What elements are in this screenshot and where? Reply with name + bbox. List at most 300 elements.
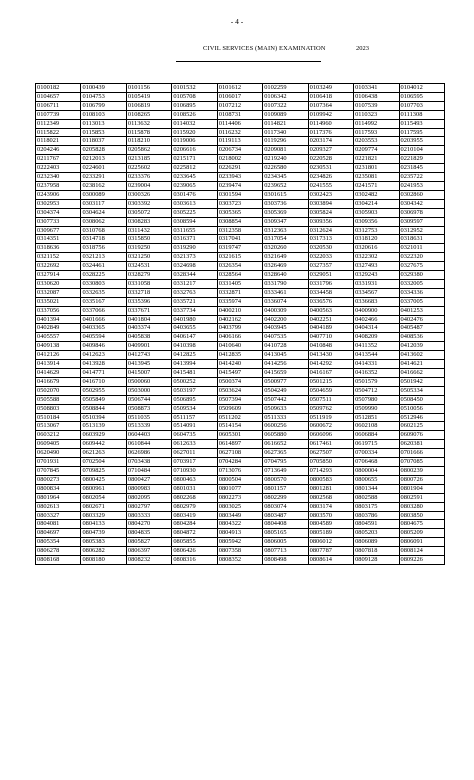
- roll-number-cell: 0501215: [308, 377, 353, 386]
- roll-number-cell: 0620381: [399, 440, 445, 449]
- table-row: [36, 146, 445, 155]
- roll-number-cell: 0327357: [308, 262, 353, 271]
- roll-number-cell: 0102259: [263, 84, 308, 93]
- roll-number-cell: 0318756: [81, 244, 126, 253]
- roll-number-cell: 0115853: [81, 128, 126, 137]
- roll-number-cell: 0117593: [354, 128, 399, 137]
- roll-number-cell: 0806426: [172, 547, 217, 556]
- roll-number-cell: 0106438: [354, 92, 399, 101]
- roll-number-cell: 0333461: [263, 288, 308, 297]
- roll-number-cell: 0415659: [263, 369, 308, 378]
- table-row: [36, 538, 445, 547]
- roll-number-cell: 0806005: [263, 538, 308, 547]
- roll-number-cell: 0109089: [263, 110, 308, 119]
- roll-number-cell: 0800570: [263, 475, 308, 484]
- roll-number-cell: 0809226: [399, 556, 445, 565]
- table-row: [36, 404, 445, 413]
- roll-number-cell: 0119113: [217, 137, 262, 146]
- roll-number-cell: 0502070: [36, 386, 81, 395]
- roll-number-cell: 0800583: [308, 475, 353, 484]
- roll-number-cell: 0710484: [126, 466, 171, 475]
- roll-number-cell: 0322692: [36, 262, 81, 271]
- roll-number-cell: 0706468: [354, 458, 399, 467]
- roll-number-cell: 0206734: [217, 146, 262, 155]
- table-row: [36, 101, 445, 110]
- roll-number-cell: 0402251: [308, 315, 353, 324]
- roll-number-cell: 0324531: [126, 262, 171, 271]
- roll-number-cell: 0320260: [263, 244, 308, 253]
- table-row: [36, 128, 445, 137]
- table-row: [36, 271, 445, 280]
- roll-number-cell: 0213185: [126, 155, 171, 164]
- roll-number-cell: 0320616: [354, 244, 399, 253]
- roll-number-cell: 0318120: [354, 235, 399, 244]
- table-row: [36, 342, 445, 351]
- roll-number-cell: 0409901: [126, 342, 171, 351]
- roll-number-cell: 0405838: [126, 333, 171, 342]
- roll-number-cell: 0805827: [126, 538, 171, 547]
- roll-number-cell: 0103341: [354, 84, 399, 93]
- roll-number-cell: 0803074: [263, 502, 308, 511]
- roll-number-cell: 0409846: [81, 342, 126, 351]
- roll-number-cell: 0319290: [172, 244, 217, 253]
- roll-number-cell: 0507394: [217, 395, 262, 404]
- roll-number-cell: 0416167: [308, 369, 353, 378]
- roll-number-cell: 0603929: [81, 431, 126, 440]
- roll-number-cell: 0702504: [81, 458, 126, 467]
- roll-number-cell: 0510184: [36, 413, 81, 422]
- roll-number-cell: 0605880: [263, 431, 308, 440]
- roll-number-cell: 0402162: [217, 315, 262, 324]
- table-row: [36, 520, 445, 529]
- roll-number-cell: 0322302: [354, 253, 399, 262]
- roll-number-cell: 0416662: [399, 369, 445, 378]
- table-row: [36, 119, 445, 128]
- roll-number-cell: 0609405: [36, 440, 81, 449]
- roll-number-cell: 0106595: [399, 92, 445, 101]
- roll-number-cell: 0413045: [263, 351, 308, 360]
- roll-number-cell: 0309677: [36, 226, 81, 235]
- table-row: [36, 84, 445, 93]
- roll-number-cell: 0403374: [126, 324, 171, 333]
- roll-number-cell: 0504712: [354, 386, 399, 395]
- roll-number-cell: 0414256: [263, 360, 308, 369]
- roll-number-cell: 0401394: [36, 315, 81, 324]
- roll-number-cell: 0805855: [172, 538, 217, 547]
- roll-number-cell: 0414331: [354, 360, 399, 369]
- roll-number-cell: 0337005: [399, 297, 445, 306]
- roll-number-cell: 0308283: [126, 217, 171, 226]
- roll-number-cell: 0801157: [263, 484, 308, 493]
- roll-number-cell: 0803025: [217, 502, 262, 511]
- roll-number-cell: 0400210: [217, 306, 262, 315]
- roll-number-cell: 0226291: [217, 164, 262, 173]
- roll-number-cell: 0509762: [308, 404, 353, 413]
- roll-number-cell: 0241555: [308, 181, 353, 190]
- roll-number-cell: 0303392: [126, 199, 171, 208]
- roll-number-cell: 0804591: [354, 520, 399, 529]
- roll-number-cell: 0808316: [172, 556, 217, 565]
- table-row: [36, 351, 445, 360]
- roll-number-cell: 0203955: [399, 137, 445, 146]
- roll-number-cell: 0235081: [354, 173, 399, 182]
- roll-number-cell: 0112349: [36, 119, 81, 128]
- roll-number-cell: 0413928: [81, 360, 126, 369]
- roll-number-cell: 0321011: [399, 244, 445, 253]
- roll-number-cell: 0303736: [263, 199, 308, 208]
- roll-number-cell: 0226580: [263, 164, 308, 173]
- roll-number-cell: 0317041: [217, 235, 262, 244]
- roll-number-cell: 0405557: [36, 333, 81, 342]
- roll-number-cell: 0329380: [399, 271, 445, 280]
- roll-number-cell: 0806012: [308, 538, 353, 547]
- roll-number-cell: 0107539: [354, 101, 399, 110]
- roll-number-cell: 0203553: [354, 137, 399, 146]
- roll-number-cell: 0239652: [263, 181, 308, 190]
- roll-number-cell: 0329243: [354, 271, 399, 280]
- roll-number-cell: 0805165: [263, 529, 308, 538]
- roll-number-cell: 0317054: [263, 235, 308, 244]
- roll-number-cell: 0117376: [308, 128, 353, 137]
- roll-number-cell: 0105708: [172, 92, 217, 101]
- table-row: [36, 137, 445, 146]
- roll-number-cell: 0337671: [126, 306, 171, 315]
- roll-number-cell: 0807787: [308, 547, 353, 556]
- roll-number-table-body: [36, 84, 445, 565]
- roll-number-cell: 0804322: [217, 520, 262, 529]
- roll-number-cell: 0114960: [308, 119, 353, 128]
- roll-number-cell: 0805942: [217, 538, 262, 547]
- roll-number-cell: 0221821: [354, 155, 399, 164]
- roll-number-cell: 0204246: [36, 146, 81, 155]
- roll-number-cell: 0115920: [172, 128, 217, 137]
- roll-number-cell: 0113013: [81, 119, 126, 128]
- table-row: [36, 431, 445, 440]
- roll-number-cell: 0303613: [172, 199, 217, 208]
- roll-number-cell: 0513067: [36, 422, 81, 431]
- roll-number-cell: 0411352: [354, 342, 399, 351]
- roll-number-cell: 0610844: [126, 440, 171, 449]
- roll-number-cell: 0609442: [81, 440, 126, 449]
- roll-number-cell: 0805203: [354, 529, 399, 538]
- roll-number-cell: 0119006: [172, 137, 217, 146]
- roll-number-cell: 0513339: [126, 422, 171, 431]
- roll-number-cell: 0114992: [354, 119, 399, 128]
- roll-number-cell: 0802797: [126, 502, 171, 511]
- table-row: [36, 244, 445, 253]
- roll-number-cell: 0800655: [354, 475, 399, 484]
- roll-number-cell: 0337066: [81, 306, 126, 315]
- roll-number-cell: 0413914: [36, 360, 81, 369]
- roll-number-cell: 0804697: [36, 529, 81, 538]
- roll-number-cell: 0327493: [354, 262, 399, 271]
- roll-number-cell: 0301594: [217, 190, 262, 199]
- roll-number-cell: 0600672: [308, 422, 353, 431]
- table-row: [36, 360, 445, 369]
- roll-number-cell: 0239474: [217, 181, 262, 190]
- roll-number-cell: 0619715: [354, 440, 399, 449]
- roll-number-cell: 0801344: [354, 484, 399, 493]
- roll-number-cell: 0617461: [308, 440, 353, 449]
- roll-number-cell: 0501579: [354, 377, 399, 386]
- roll-number-cell: 0118021: [36, 137, 81, 146]
- roll-number-cell: 0802613: [36, 502, 81, 511]
- roll-number-cell: 0106017: [217, 92, 262, 101]
- roll-number-cell: 0401253: [399, 306, 445, 315]
- roll-number-cell: 0302482: [354, 190, 399, 199]
- roll-number-cell: 0108526: [172, 110, 217, 119]
- table-row: [36, 493, 445, 502]
- roll-number-cell: 0701666: [399, 449, 445, 458]
- roll-number-cell: 0233943: [217, 173, 262, 182]
- table-row: [36, 92, 445, 101]
- roll-number-cell: 0804739: [81, 529, 126, 538]
- roll-number-cell: 0322320: [399, 253, 445, 262]
- roll-number-cell: 0321213: [81, 253, 126, 262]
- roll-number-cell: 0106342: [263, 92, 308, 101]
- roll-number-cell: 0416352: [354, 369, 399, 378]
- roll-number-cell: 0412126: [36, 351, 81, 360]
- roll-number-cell: 0337734: [172, 306, 217, 315]
- roll-number-cell: 0807713: [263, 547, 308, 556]
- roll-number-cell: 0803174: [308, 502, 353, 511]
- roll-number-cell: 0311655: [172, 226, 217, 235]
- roll-number-cell: 0602108: [354, 422, 399, 431]
- roll-number-cell: 0334567: [354, 288, 399, 297]
- roll-number-cell: 0329051: [308, 271, 353, 280]
- roll-number-cell: 0626986: [126, 449, 171, 458]
- table-row: [36, 253, 445, 262]
- roll-number-cell: 0108103: [81, 110, 126, 119]
- roll-number-cell: 0212013: [81, 155, 126, 164]
- table-row: [36, 377, 445, 386]
- table-row: [36, 235, 445, 244]
- roll-number-cell: 0327675: [399, 262, 445, 271]
- roll-number-cell: 0332087: [36, 288, 81, 297]
- roll-number-cell: 0803850: [399, 511, 445, 520]
- roll-number-cell: 0119296: [263, 137, 308, 146]
- roll-number-cell: 0414621: [399, 360, 445, 369]
- roll-number-cell: 0334458: [308, 288, 353, 297]
- roll-number-cell: 0409138: [36, 342, 81, 351]
- roll-number-cell: 0802591: [399, 493, 445, 502]
- roll-number-cell: 0318631: [399, 235, 445, 244]
- roll-number-cell: 0224601: [81, 164, 126, 173]
- roll-number-cell: 0115822: [36, 128, 81, 137]
- roll-number-cell: 0805209: [399, 529, 445, 538]
- roll-number-cell: 0404314: [354, 324, 399, 333]
- roll-number-cell: 0621263: [81, 449, 126, 458]
- roll-number-cell: 0505334: [399, 386, 445, 395]
- roll-number-cell: 0301615: [263, 190, 308, 199]
- roll-number-cell: 0500252: [172, 377, 217, 386]
- table-row: [36, 288, 445, 297]
- roll-number-cell: 0402200: [263, 315, 308, 324]
- roll-number-cell: 0627011: [172, 449, 217, 458]
- roll-number-cell: 0326469: [263, 262, 308, 271]
- roll-number-cell: 0309597: [399, 217, 445, 226]
- roll-number-cell: 0321649: [263, 253, 308, 262]
- roll-number-cell: 0415481: [172, 369, 217, 378]
- roll-number-cell: 0600256: [263, 422, 308, 431]
- roll-number-cell: 0620490: [36, 449, 81, 458]
- roll-number-cell: 0413430: [308, 351, 353, 360]
- roll-number-cell: 0703917: [172, 458, 217, 467]
- roll-number-cell: 0308062: [81, 217, 126, 226]
- roll-number-cell: 0713076: [217, 466, 262, 475]
- roll-number-cell: 0238162: [81, 181, 126, 190]
- roll-number-cell: 0507980: [354, 395, 399, 404]
- roll-number-cell: 0504249: [263, 386, 308, 395]
- roll-number-cell: 0104657: [36, 92, 81, 101]
- roll-number-cell: 0315850: [126, 235, 171, 244]
- roll-number-cell: 0321615: [217, 253, 262, 262]
- roll-number-cell: 0807358: [217, 547, 262, 556]
- roll-number-cell: 0415007: [126, 369, 171, 378]
- roll-number-cell: 0414292: [308, 360, 353, 369]
- roll-number-cell: 0225602: [126, 164, 171, 173]
- roll-number-cell: 0109942: [308, 110, 353, 119]
- roll-number-cell: 0510056: [399, 404, 445, 413]
- roll-number-cell: 0332005: [399, 279, 445, 288]
- table-row: [36, 324, 445, 333]
- roll-number-cell: 0104753: [81, 92, 126, 101]
- table-row: [36, 413, 445, 422]
- table-row: [36, 502, 445, 511]
- roll-number-cell: 0806278: [36, 547, 81, 556]
- roll-number-cell: 0412825: [172, 351, 217, 360]
- roll-number-cell: 0800726: [399, 475, 445, 484]
- roll-number-cell: 0106711: [36, 101, 81, 110]
- roll-number-cell: 0332635: [81, 288, 126, 297]
- roll-number-cell: 0503197: [172, 386, 217, 395]
- roll-number-cell: 0507442: [263, 395, 308, 404]
- roll-number-cell: 0502955: [81, 386, 126, 395]
- roll-number-cell: 0205828: [81, 146, 126, 155]
- roll-number-cell: 0205862: [126, 146, 171, 155]
- roll-number-cell: 0114032: [172, 119, 217, 128]
- roll-number-cell: 0232340: [36, 173, 81, 182]
- table-row: [36, 110, 445, 119]
- roll-number-cell: 0219240: [263, 155, 308, 164]
- roll-number-cell: 0803327: [36, 511, 81, 520]
- roll-number-cell: 0331796: [308, 279, 353, 288]
- roll-number-cell: 0804872: [172, 529, 217, 538]
- roll-number-cell: 0704284: [217, 458, 262, 467]
- roll-number-cell: 0239065: [172, 181, 217, 190]
- roll-number-cell: 0803487: [263, 511, 308, 520]
- roll-number-cell: 0118210: [126, 137, 171, 146]
- table-row: [36, 262, 445, 271]
- roll-number-cell: 0305824: [308, 208, 353, 217]
- roll-number-cell: 0312624: [308, 226, 353, 235]
- roll-number-cell: 0800463: [172, 475, 217, 484]
- roll-number-cell: 0312952: [399, 226, 445, 235]
- roll-number-cell: 0802273: [217, 493, 262, 502]
- table-row: [36, 547, 445, 556]
- roll-number-cell: 0800983: [126, 484, 171, 493]
- roll-number-cell: 0300326: [126, 190, 171, 199]
- roll-number-cell: 0241571: [354, 181, 399, 190]
- roll-number-cell: 0707085: [399, 458, 445, 467]
- roll-number-cell: 0101156: [126, 84, 171, 93]
- roll-number-cell: 0308854: [217, 217, 262, 226]
- roll-number-cell: 0303894: [308, 199, 353, 208]
- roll-number-cell: 0117595: [399, 128, 445, 137]
- roll-number-cell: 0302860: [399, 190, 445, 199]
- roll-number-cell: 0627365: [263, 449, 308, 458]
- roll-number-cell: 0511202: [217, 413, 262, 422]
- roll-number-cell: 0239004: [126, 181, 171, 190]
- table-row: [36, 386, 445, 395]
- roll-number-cell: 0302423: [308, 190, 353, 199]
- roll-number-cell: 0800961: [81, 484, 126, 493]
- roll-number-cell: 0405487: [399, 324, 445, 333]
- header-divider: [176, 61, 321, 62]
- roll-number-cell: 0703438: [126, 458, 171, 467]
- roll-number-cell: 0701931: [36, 458, 81, 467]
- roll-number-cell: 0627108: [217, 449, 262, 458]
- roll-number-cell: 0801281: [308, 484, 353, 493]
- roll-number-cell: 0302953: [36, 199, 81, 208]
- roll-number-cell: 0804675: [399, 520, 445, 529]
- roll-number-cell: 0802568: [308, 493, 353, 502]
- roll-number-cell: 0220528: [308, 155, 353, 164]
- roll-number-cell: 0801964: [36, 493, 81, 502]
- roll-number-cell: 0401980: [172, 315, 217, 324]
- roll-number-cell: 0410728: [263, 342, 308, 351]
- roll-number-cell: 0306978: [399, 208, 445, 217]
- roll-number-cell: 0233376: [126, 173, 171, 182]
- roll-number-cell: 0331405: [217, 279, 262, 288]
- roll-number-cell: 0328640: [263, 271, 308, 280]
- roll-number-cell: 0106895: [172, 101, 217, 110]
- roll-number-cell: 0305225: [172, 208, 217, 217]
- roll-number-cell: 0413945: [126, 360, 171, 369]
- roll-number-cell: 0508844: [81, 404, 126, 413]
- table-row: [36, 475, 445, 484]
- roll-number-cell: 0335974: [217, 297, 262, 306]
- roll-number-cell: 0114821: [263, 119, 308, 128]
- roll-number-cell: 0807818: [354, 547, 399, 556]
- page-number: - 4 -: [230, 17, 244, 26]
- roll-number-cell: 0713649: [263, 466, 308, 475]
- roll-number-cell: 0400900: [354, 306, 399, 315]
- roll-number-cell: 0804835: [126, 529, 171, 538]
- roll-number-cell: 0410398: [172, 342, 217, 351]
- roll-number-cell: 0501942: [399, 377, 445, 386]
- roll-number-cell: 0707845: [36, 466, 81, 475]
- roll-number-cell: 0400309: [263, 306, 308, 315]
- roll-number-cell: 0209774: [354, 146, 399, 155]
- table-row: [36, 164, 445, 173]
- exam-title: CIVIL SERVICES (MAIN) EXAMINATION: [203, 45, 326, 52]
- roll-number-cell: 0714293: [308, 466, 353, 475]
- roll-number-cell: 0312358: [217, 226, 262, 235]
- roll-number-cell: 0104012: [399, 84, 445, 93]
- roll-number-cell: 0233291: [81, 173, 126, 182]
- roll-number-cell: 0604403: [126, 431, 171, 440]
- roll-number-cell: 0616652: [263, 440, 308, 449]
- roll-number-cell: 0113632: [126, 119, 171, 128]
- roll-number-cell: 0509534: [172, 404, 217, 413]
- roll-number-cell: 0506744: [126, 395, 171, 404]
- roll-number-cell: 0403365: [81, 324, 126, 333]
- roll-number-cell: 0106819: [126, 101, 171, 110]
- roll-number-cell: 0308594: [172, 217, 217, 226]
- roll-number-cell: 0808614: [308, 556, 353, 565]
- roll-number-cell: 0603212: [36, 431, 81, 440]
